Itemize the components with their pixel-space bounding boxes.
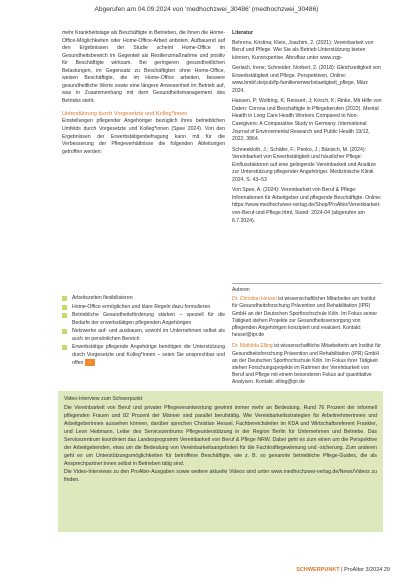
- bullet-square-icon: [62, 296, 67, 301]
- list-item: Home-Office ermöglichen und klare Regeln dazu formulieren: [62, 304, 225, 312]
- bullet-square-icon: [62, 313, 67, 318]
- left-column: [62, 30, 225, 156]
- box-text: Die Vereinbarkeit von Beruf und privater Pflegeverantwortung gewinnt immer mehr an Bedeutung. Rund 76 Prozent der informell pflegenden Frauen und 82 Prozent der Männer sind parallel berufstätig. Wie Vereinbarkeitsstrategien für Arbeitnehmerinnen und Arbeitgeberinnen aussehen können, darüber sprechen Christian Hessel, Fachbereichsleiter im KDA und Wirtschaftsreferent Frankler, und Leon Heitmann, Leiter des Servicezentrums Pflegeunterstützung in der Region Berlin für Unternehmen und Betriebe. Das Servicezentrum koordiniert das Landesprogramm Vereinbarkeit von Beruf & Pflege NRW. Dabei geht es zum einen um die Perspektive der Arbeitgebenden, etwa um die Bedeutung von Vereinbarkeitsangeboten für die Fachkräftegewinnung und -sicherung. Zum anderen geht es um Unterstützungsmöglichkeiten für betroffene Beschäftigte, wie z. B. so genannte betriebliche Pflege-Guides, die als Ansprechpartner:innen selbst in Betrieben tätig sind.: [64, 405, 377, 467]
- author-contact: Kontakt: elling@ipr.de: [255, 379, 305, 386]
- footer-section: SCHWERPUNKT: [296, 567, 340, 573]
- author-contact: Kontakt: hessel@ipr.de: [232, 325, 362, 339]
- authors-label: Autoren: [232, 287, 250, 293]
- body-paragraph-1: mehr Krankheitstage als Beschäftigte in Betrieben, die ihnen die Home-Office-Möglichkeiten oder Home-Office-Arbeit anboten. Aufbauend auf den Ergebnissen der Studie scheint Home-Office im Gesundheitsbereich im Gegenteil als Resilienzmaßnahme und positiv für Beschäftigte wirksam. Bei geringeren gesundheitlichen Belastungen, im Gegensatz zu Beschäftigten ohne Home-Office, weisen Beschäftigte, die im Home-Office arbeiten, bessere gesundheitliche Werte sowie eine längere Anwesenheit im Betrieb auf, was in Zusammenhang mit dem Gesundheitsmanagement des Betriebs steht.: [62, 30, 225, 104]
- recommendation-list: [62, 295, 225, 369]
- continue-arrow-icon: →: [85, 359, 95, 366]
- download-note: Abgerufen am 04.09.2024 von 'medhochzwei_30486' (medhochzwei_30486): [0, 0, 413, 20]
- authors-section: [232, 283, 382, 391]
- list-item: Betriebliche Gesundheitsförderung stärken – speziell für die Bedarfe der erwerbstätigen pflegenden Angehörigen: [62, 312, 225, 327]
- author-bio: ist wissenschaftliche Mitarbeiterin am Institut für Gesundheitsforschung Prävention und Rehabilitation (IPR) GmbH an der Deutschen Sporthochschule Köln. Im Fokus ihrer Tätigkeit stehen Forschungsprojekte im Rahmen der Vereinbarkeit von Beruf und Pflege mit einem besonderen Fokus auf quantitative Analysen.: [232, 343, 381, 386]
- page-footer: [230, 566, 390, 574]
- box-more-info: Die Video-Interviews zu den ProAlter-Ausgaben sowie weitere aktuelle Videos sind unter www.medhochzwei-verlag.de/News/Videos zu finden.: [64, 469, 377, 483]
- list-item: Arbeitszeiten flexibilisieren: [62, 295, 225, 303]
- list-item: Netzwerke auf- und ausbauen, sowohl im Unternehmen selbst als auch im persönlichen Bereich: [62, 328, 225, 343]
- author-bio: ist wissenschaftlicher Mitarbeiter am Institut für Gesundheitsforschung Prävention und Rehabilitation (IPR) GmbH an der Deutschen Sporthochschule Köln. Im Fokus seiner Tätigkeit stehen Projekte zur Gesundheitsversorgung von pflegenden Angehörigen konzipiert und evaluiert.: [232, 296, 378, 332]
- footer-issue: ProAlter 3/2024: [344, 567, 383, 573]
- literature-entry: Gerlach, Irene; Schneider, Norbert, 2. (2018): Gleichzeitigkeit von Erwerbstätigkeit und Pflege. Perspektiven, Online: www.bmbf.de/pub/fp-familienerwerbstaetigkeit_pflege, März 2024.: [232, 65, 381, 94]
- author-name: Dr. Mathilda Elling: [232, 343, 273, 350]
- author-entry: [232, 343, 382, 386]
- section-subheading: Unterstützung durch Vorgesetzte und Kolleg*innen: [62, 111, 188, 118]
- author-entry: [232, 296, 382, 339]
- literature-section: [232, 30, 382, 228]
- author-name: Dr. Christian Hessel: [232, 296, 277, 303]
- footer-separator: |: [341, 567, 345, 573]
- box-title: Video-Interview zum Schwerpunkt: [64, 396, 143, 402]
- bullet-square-icon: [62, 345, 67, 350]
- divider: [232, 283, 382, 284]
- bullet-square-icon: [62, 305, 67, 310]
- body-paragraph-2: Einstellungen pflegender Angehöriger bezüglich ihres betrieblichen Umfelds durch Vorgesetzte und Kolleg*innen (Spee 2024). Von den Ergebnissen der Erwerbstätigenbefragung kann mit für die Verbesserung der Pflegeverhältnisse die folgenden Ableitungen getroffen werden:: [62, 118, 225, 155]
- literature-title: Literatur: [232, 30, 253, 36]
- list-item: Erwerbstätige pflegende Angehörige benötigen die Unterstützung durch Vorgesetzte und Kolleg*innen – seien Sie ansprechbar und offen →: [62, 344, 225, 368]
- literature-entry: Von Spee, A. (2024): Vereinbarkeit von Beruf & Pflege: Informationen für Arbeitgeber und pflegende Beschäftigte. Online: https://www.medhochzwei-verlag.de/Shop/ProAlter/Vereinbarkeit-von-Beruf-und-Pflege.html, Stand: 2024-04 (abgerufen am 6.7.2024).: [232, 187, 382, 224]
- footer-page-number: 29: [383, 567, 390, 573]
- literature-entry: Behrens, Kristina; Klein, Joachim, 2. (2021): Vereinbarkeit von Beruf und Pflege. Wie Sie als Betrieb Unterstützung bieten können, Kurzexpertise. Abrufbar unter www.zqp-: [232, 39, 374, 61]
- literature-entry: Schneekloth, J.; Schäfer, F.; Penko, J.; Bänisch, M. (2024): Vereinbarkeit von Erwerbstätigkeit und häuslicher Pflege: Einflussfaktoren auf eine gelingende Vereinbarkeit und Ansätze zur Unterstützung pflegender Angehöriger. Medizinische Klinik 2024, S. 43–53: [232, 146, 377, 183]
- literature-entry: Hansen, P; Woltring, K; Reissert, J; Kirsch, K; Rinke, Mit Hilfe von Daten: Corona und Beschäftigte in Pflegeberufen (2022). Mental Health in Long Care Health Workers Compared to Non-Caregivers: A Comparative Study in Germany. International Journal of Environmental Research and Public Health 19/12, 2022, 3864.: [232, 98, 382, 143]
- bullet-square-icon: [62, 329, 67, 334]
- video-interview-box: [58, 391, 383, 532]
